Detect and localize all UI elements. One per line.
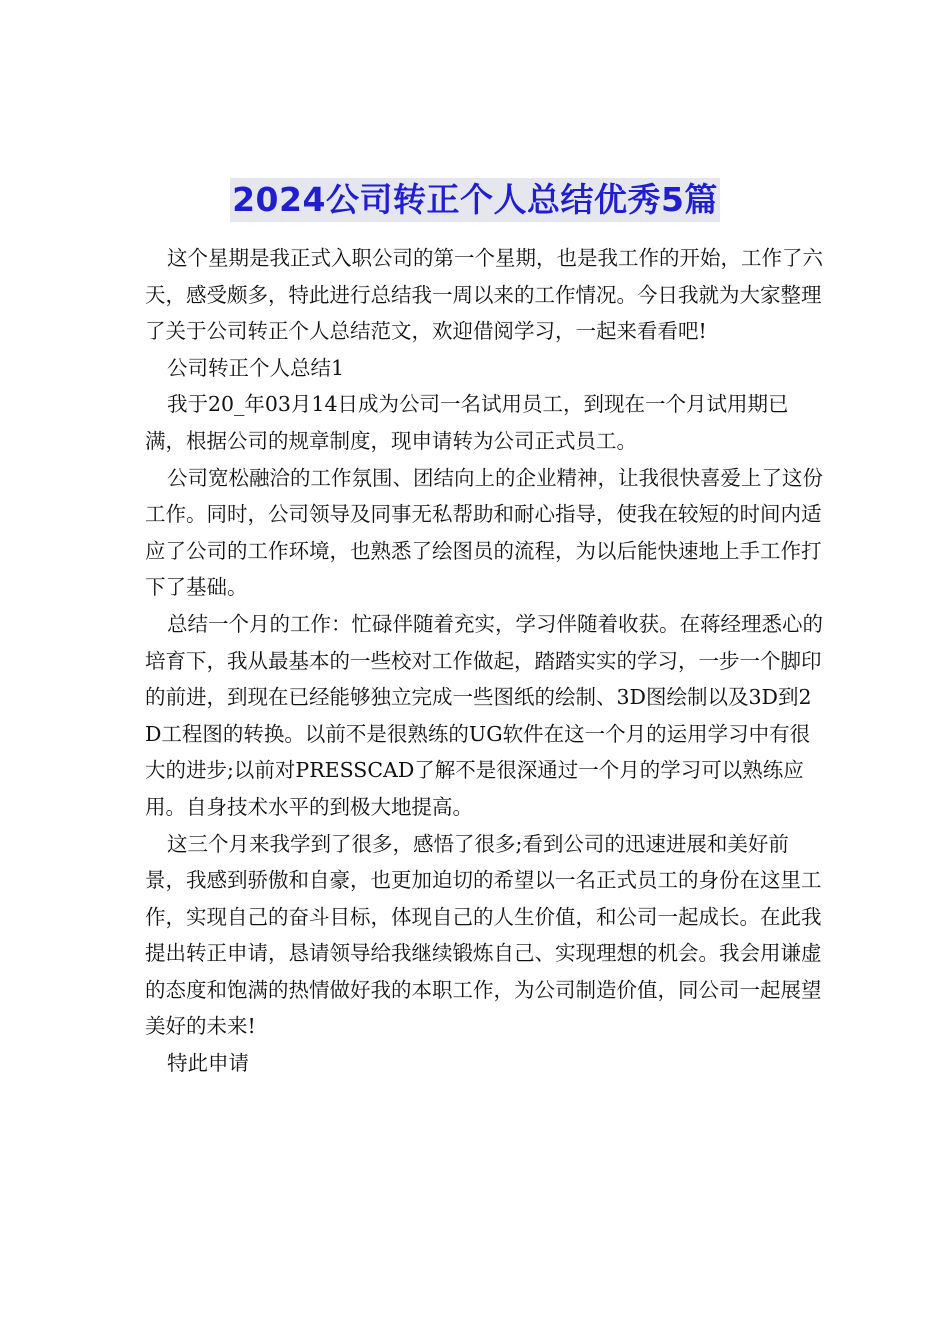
document-body [145,240,825,1082]
section-heading: 公司转正个人总结1 [167,355,345,380]
document-title: 2024公司转正个人总结优秀5篇 [230,178,720,222]
intro-paragraph: 这个星期是我正式入职公司的第一个星期，也是我工作的开始，工作了六天，感受颇多，特此进行总结我一周以来的工作情况。今日我就为大家整理了关于公司转正个人总结范文，欢迎借阅学习，一起来看看吧! [145,246,823,344]
closing-line: 特此申请 [167,1051,249,1076]
body-paragraph: 总结一个月的工作：忙碌伴随着充实，学习伴随着收获。在蒋经理悉心的培育下，我从最基本的一些校对工作做起，踏踏实实的学习，一步一个脚印的前进，到现在已经能够独立完成一些图纸的绘制、3D图绘制以及3D到2D工程图的转换。以前不是很熟练的UG软件在这一个月的运用学习中有很大的进步;以前对PRESSCAD了解不是很深通过一个月的学习可以熟练应用。自身技术水平的到极大地提高。 [145,611,823,819]
body-paragraph: 公司宽松融洽的工作氛围、团结向上的企业精神，让我很快喜爱上了这份工作。同时，公司领导及同事无私帮助和耐心指导，使我在较短的时间内适应了公司的工作环境，也熟悉了绘图员的流程，为以后能快速地上手工作打下了基础。 [145,465,823,600]
body-paragraph: 我于20_年03月14日成为公司一名试用员工，到现在一个月试用期已满，根据公司的规章制度，现申请转为公司正式员工。 [145,392,789,453]
body-paragraph: 这三个月来我学到了很多，感悟了很多;看到公司的迅速进展和美好前景，我感到骄傲和自豪，也更加迫切的希望以一名正式员工的身份在这里工作，实现自己的奋斗目标，体现自己的人生价值，和公司一起成长。在此我提出转正申请，恳请领导给我继续锻炼自己、实现理想的机会。我会用谦虚的态度和饱满的热情做好我的本职工作，为公司制造价值，同公司一起展望美好的未来! [145,831,822,1039]
title-container [0,178,950,222]
